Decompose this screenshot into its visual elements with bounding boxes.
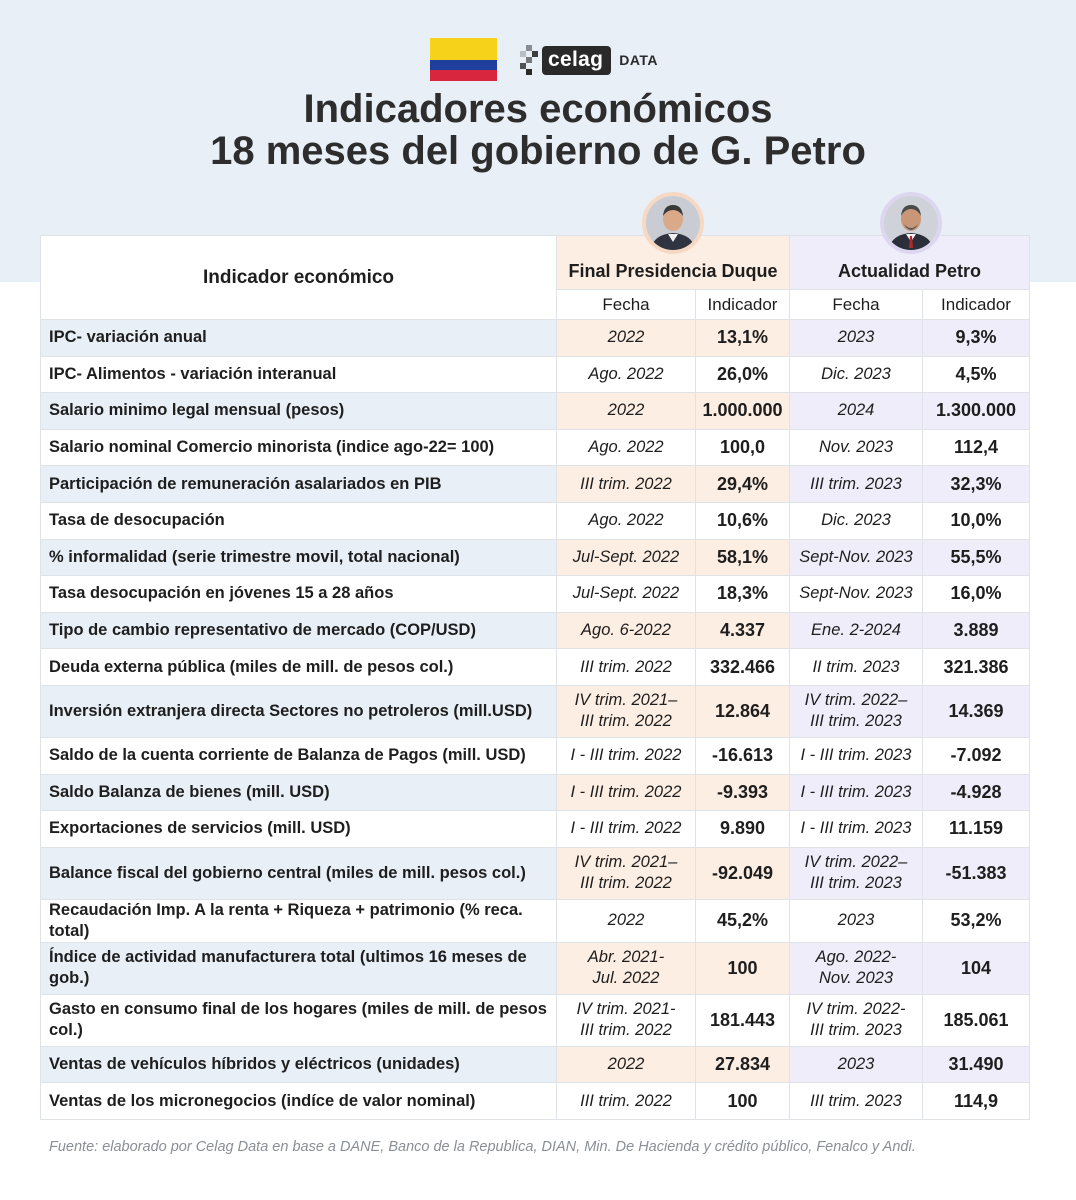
- duque-date: III trim. 2022: [557, 1083, 696, 1120]
- duque-value: 9.890: [696, 811, 790, 848]
- petro-value: 32,3%: [923, 466, 1030, 503]
- petro-date: 2023: [790, 320, 923, 357]
- indicator-label: Gasto en consumo final de los hogares (miles de mill. de pesos col.): [41, 994, 557, 1046]
- table-row: [41, 320, 1030, 357]
- table-body: [41, 320, 1030, 1120]
- duque-value: 100,0: [696, 429, 790, 466]
- petro-value: 321.386: [923, 649, 1030, 686]
- indicator-label: IPC- Alimentos - variación interanual: [41, 356, 557, 393]
- title-line-2: 18 meses del gobierno de G. Petro: [210, 129, 866, 173]
- petro-value: -51.383: [923, 847, 1030, 899]
- pixel-logo-icon: [520, 45, 546, 75]
- table-row: [41, 502, 1030, 539]
- petro-date: III trim. 2023: [790, 1083, 923, 1120]
- petro-value: 185.061: [923, 994, 1030, 1046]
- duque-date: Ago. 2022: [557, 356, 696, 393]
- petro-value: 14.369: [923, 685, 1030, 737]
- petro-date: Sept-Nov. 2023: [790, 539, 923, 576]
- petro-date: Sept-Nov. 2023: [790, 576, 923, 613]
- duque-value: -92.049: [696, 847, 790, 899]
- duque-date: IV trim. 2021- III trim. 2022: [557, 994, 696, 1046]
- table-row: [41, 539, 1030, 576]
- header-indicator: Indicador económico: [41, 236, 557, 320]
- duque-value: 27.834: [696, 1046, 790, 1083]
- petro-date: Ago. 2022- Nov. 2023: [790, 942, 923, 994]
- duque-value: 18,3%: [696, 576, 790, 613]
- petro-value: 11.159: [923, 811, 1030, 848]
- indicator-label: Tasa desocupación en jóvenes 15 a 28 años: [41, 576, 557, 613]
- petro-value: 1.300.000: [923, 393, 1030, 430]
- petro-date: IV trim. 2022– III trim. 2023: [790, 847, 923, 899]
- table-row: [41, 466, 1030, 503]
- subheader-duque-fecha: Fecha: [557, 290, 696, 320]
- petro-portrait: [880, 192, 942, 254]
- source-note: Fuente: elaborado por Celag Data en base a DANE, Banco de la Republica, DIAN, Min. De Hacienda y crédito público, Fenalco y Andi.: [49, 1139, 916, 1155]
- duque-date: 2022: [557, 393, 696, 430]
- indicator-label: Tipo de cambio representativo de mercado (COP/USD): [41, 612, 557, 649]
- duque-date: I - III trim. 2022: [557, 737, 696, 774]
- logo-suffix: DATA: [619, 52, 659, 68]
- duque-value: 29,4%: [696, 466, 790, 503]
- colombia-flag-icon: [430, 38, 497, 81]
- petro-value: 112,4: [923, 429, 1030, 466]
- petro-value: 9,3%: [923, 320, 1030, 357]
- table-row: [41, 994, 1030, 1046]
- indicator-label: Balance fiscal del gobierno central (miles de mill. pesos col.): [41, 847, 557, 899]
- duque-portrait: [642, 192, 704, 254]
- header-petro: Actualidad Petro: [790, 236, 1030, 290]
- petro-value: 10,0%: [923, 502, 1030, 539]
- duque-date: 2022: [557, 1046, 696, 1083]
- duque-value: 332.466: [696, 649, 790, 686]
- subheader-duque-indicador: Indicador: [696, 290, 790, 320]
- duque-value: -9.393: [696, 774, 790, 811]
- duque-date: Abr. 2021- Jul. 2022: [557, 942, 696, 994]
- petro-date: II trim. 2023: [790, 649, 923, 686]
- petro-value: 104: [923, 942, 1030, 994]
- table-row: [41, 393, 1030, 430]
- table-row: [41, 649, 1030, 686]
- table-row: [41, 1046, 1030, 1083]
- duque-value: 58,1%: [696, 539, 790, 576]
- petro-date: IV trim. 2022- III trim. 2023: [790, 994, 923, 1046]
- table-row: [41, 429, 1030, 466]
- indicator-label: Tasa de desocupación: [41, 502, 557, 539]
- indicator-label: Participación de remuneración asalariados en PIB: [41, 466, 557, 503]
- petro-value: 31.490: [923, 1046, 1030, 1083]
- duque-date: IV trim. 2021– III trim. 2022: [557, 847, 696, 899]
- table-row: [41, 737, 1030, 774]
- petro-value: 114,9: [923, 1083, 1030, 1120]
- celag-data-logo: [520, 45, 658, 75]
- indicator-label: Saldo Balanza de bienes (mill. USD): [41, 774, 557, 811]
- petro-date: Dic. 2023: [790, 502, 923, 539]
- duque-value: 4.337: [696, 612, 790, 649]
- indicator-label: Recaudación Imp. A la renta + Riqueza + patrimonio (% reca. total): [41, 899, 557, 942]
- duque-date: Ago. 2022: [557, 502, 696, 539]
- petro-date: I - III trim. 2023: [790, 737, 923, 774]
- petro-value: 55,5%: [923, 539, 1030, 576]
- subheader-petro-fecha: Fecha: [790, 290, 923, 320]
- indicator-label: Ventas de los micronegocios (indíce de valor nominal): [41, 1083, 557, 1120]
- indicator-label: Exportaciones de servicios (mill. USD): [41, 811, 557, 848]
- page-title: [0, 88, 1076, 172]
- table-row: [41, 811, 1030, 848]
- duque-value: 12.864: [696, 685, 790, 737]
- petro-date: IV trim. 2022– III trim. 2023: [790, 685, 923, 737]
- indicator-label: Inversión extranjera directa Sectores no petroleros (mill.USD): [41, 685, 557, 737]
- duque-date: 2022: [557, 320, 696, 357]
- duque-value: 45,2%: [696, 899, 790, 942]
- logo-wordmark: celag: [542, 46, 611, 75]
- table-row: [41, 847, 1030, 899]
- duque-date: I - III trim. 2022: [557, 774, 696, 811]
- indicator-label: IPC- variación anual: [41, 320, 557, 357]
- table-row: [41, 942, 1030, 994]
- indicator-label: Salario minimo legal mensual (pesos): [41, 393, 557, 430]
- title-line-1: Indicadores económicos: [303, 87, 773, 131]
- duque-date: III trim. 2022: [557, 466, 696, 503]
- table-row: [41, 685, 1030, 737]
- duque-date: I - III trim. 2022: [557, 811, 696, 848]
- petro-date: I - III trim. 2023: [790, 811, 923, 848]
- duque-date: Ago. 6-2022: [557, 612, 696, 649]
- duque-date: 2022: [557, 899, 696, 942]
- duque-date: IV trim. 2021– III trim. 2022: [557, 685, 696, 737]
- petro-date: 2024: [790, 393, 923, 430]
- table-row: [41, 612, 1030, 649]
- duque-date: Jul-Sept. 2022: [557, 539, 696, 576]
- indicator-label: % informalidad (serie trimestre movil, total nacional): [41, 539, 557, 576]
- duque-date: III trim. 2022: [557, 649, 696, 686]
- duque-value: 10,6%: [696, 502, 790, 539]
- petro-value: 16,0%: [923, 576, 1030, 613]
- duque-date: Ago. 2022: [557, 429, 696, 466]
- duque-value: 13,1%: [696, 320, 790, 357]
- petro-value: 3.889: [923, 612, 1030, 649]
- duque-value: 26,0%: [696, 356, 790, 393]
- petro-date: 2023: [790, 899, 923, 942]
- indicator-label: Saldo de la cuenta corriente de Balanza de Pagos (mill. USD): [41, 737, 557, 774]
- petro-value: -7.092: [923, 737, 1030, 774]
- table-row: [41, 899, 1030, 942]
- petro-date: Nov. 2023: [790, 429, 923, 466]
- indicator-label: Ventas de vehículos híbridos y eléctricos (unidades): [41, 1046, 557, 1083]
- table-row: [41, 1083, 1030, 1120]
- petro-date: I - III trim. 2023: [790, 774, 923, 811]
- indicator-label: Índice de actividad manufacturera total (ultimos 16 meses de gob.): [41, 942, 557, 994]
- petro-value: -4.928: [923, 774, 1030, 811]
- duque-value: -16.613: [696, 737, 790, 774]
- duque-value: 100: [696, 1083, 790, 1120]
- petro-date: Dic. 2023: [790, 356, 923, 393]
- indicator-label: Deuda externa pública (miles de mill. de pesos col.): [41, 649, 557, 686]
- duque-value: 1.000.000: [696, 393, 790, 430]
- duque-value: 100: [696, 942, 790, 994]
- indicators-table: [40, 235, 1030, 1120]
- petro-date: III trim. 2023: [790, 466, 923, 503]
- header-duque: Final Presidencia Duque: [557, 236, 790, 290]
- duque-value: 181.443: [696, 994, 790, 1046]
- table-row: [41, 356, 1030, 393]
- petro-value: 53,2%: [923, 899, 1030, 942]
- subheader-petro-indicador: Indicador: [923, 290, 1030, 320]
- duque-date: Jul-Sept. 2022: [557, 576, 696, 613]
- petro-date: 2023: [790, 1046, 923, 1083]
- indicator-label: Salario nominal Comercio minorista (indice ago-22= 100): [41, 429, 557, 466]
- table-row: [41, 576, 1030, 613]
- petro-value: 4,5%: [923, 356, 1030, 393]
- petro-date: Ene. 2-2024: [790, 612, 923, 649]
- table-row: [41, 774, 1030, 811]
